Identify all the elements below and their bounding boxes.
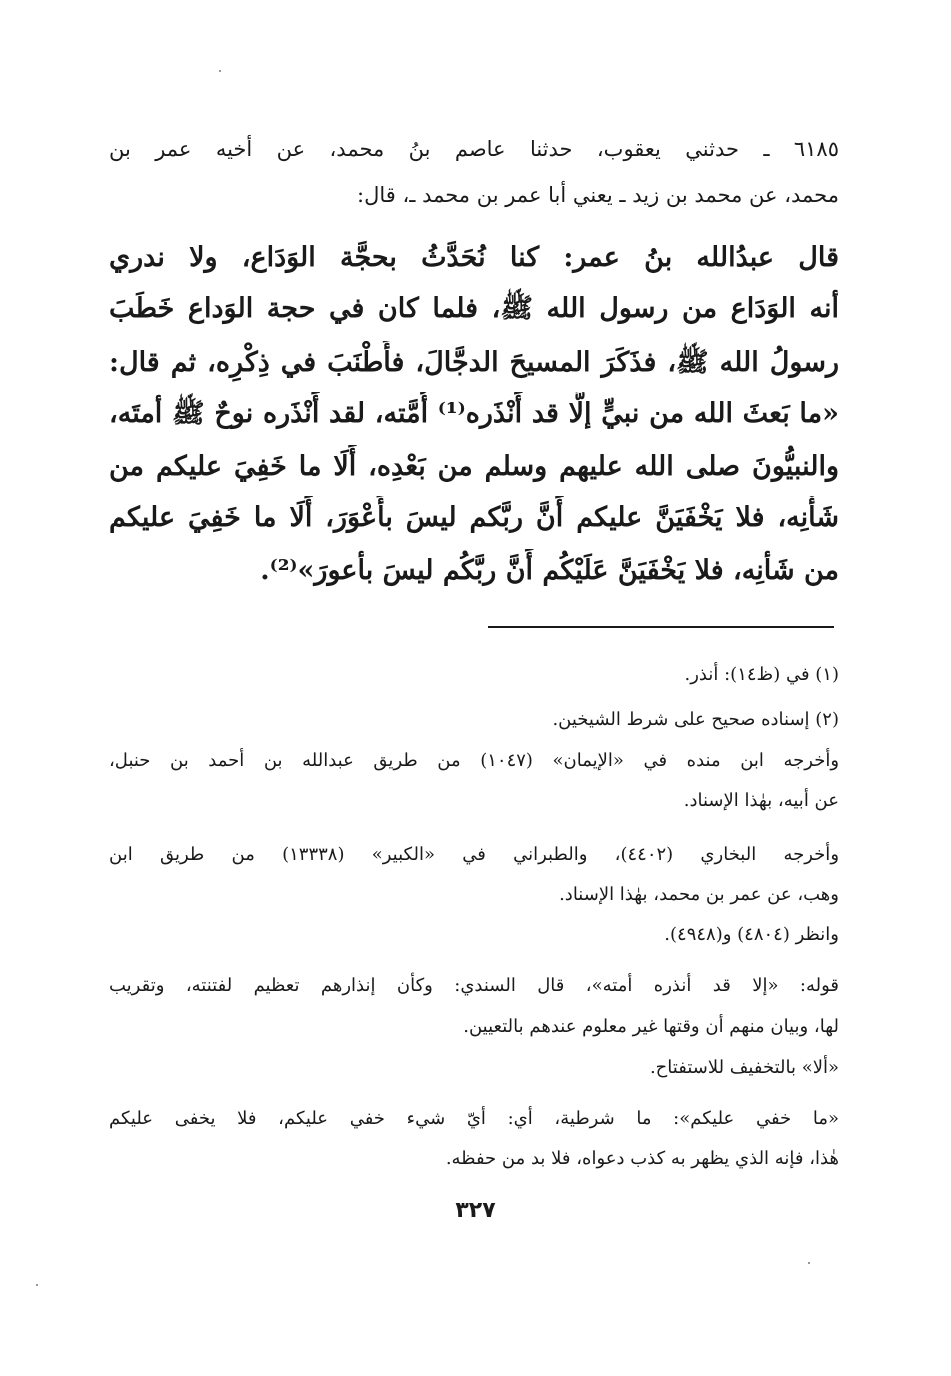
hadith-chain-line-1: ٦١٨٥ ـ حدثني يعقوب، حدثنا عاصم بنُ محمد، عن أخيه عمر بن — [109, 137, 839, 161]
footnote-2-commentary-line-2: لها، وبيان منهم أن وقتها غير معلوم عندهم بالتعيين. — [463, 1016, 839, 1037]
page-number: ٣٢٧ — [455, 1198, 496, 1223]
hadith-chain-line-2: محمد، عن محمد بن زيد ـ يعني أبا عمر بن محمد ـ، قال: — [357, 183, 839, 207]
footnote-1: (١) في (ظ١٤): أنذر. — [684, 664, 839, 685]
footnote-2-commentary-line-1: قوله: «إلا قد أنذره أمته»، قال السندي: وكأن إنذارهم تعظيم لفتنته، وتقريب — [109, 975, 839, 996]
footnote-2-takhrij-line-3: وأخرجه البخاري (٤٤٠٢)، والطبراني في «الكبير» (١٣٣٣٨) من طريق ابن — [109, 844, 839, 865]
hadith-text-line-2: أنه الوَدَاع من رسول الله ﷺ، فلما كان في حجة الوَداع خَطَبَ — [109, 293, 839, 324]
scan-speck — [808, 1262, 810, 1264]
footnote-2: (٢) إسناده صحيح على شرط الشيخين. — [552, 709, 839, 730]
footnote-2-takhrij-line-2: عن أبيه، بهٰذا الإسناد. — [683, 790, 839, 811]
footnote-2-commentary-line-5: هٰذا، فإنه الذي يظهر به كذب دعواه، فلا بد من حفظه. — [445, 1148, 839, 1169]
footnote-2-takhrij-line-4: وهب، عن عمر بن محمد، بهٰذا الإسناد. — [559, 884, 839, 905]
hadith-text-line-1: قال عبدُالله بنُ عمر: كنا نُحَدَّثُ بحجَّة الوَدَاع، ولا ندري — [109, 242, 839, 273]
footnote-separator — [488, 626, 834, 628]
hadith-text-line-7: من شَأنِه، فلا يَخْفَيَنَّ عَلَيْكُم أَنَّ ربَّكُم ليسَ بأعورَ»⁽²⁾. — [260, 555, 839, 586]
scan-speck — [36, 1284, 38, 1286]
hadith-text-line-4: «ما بَعثَ الله من نبيٍّ إلَّا قد أَنْذَره⁽¹⁾ أُمَّته، لقد أَنْذَره نوحٌ ﷺ أمتَه، — [109, 398, 839, 429]
scan-speck — [219, 70, 221, 72]
hadith-text-line-3: رسولُ الله ﷺ، فذَكَرَ المسيحَ الدجَّالَ، فأَطْنَبَ في ذِكْرِه، ثم قال: — [109, 347, 839, 378]
footnote-2-takhrij-line-1: وأخرجه ابن منده في «الإيمان» (١٠٤٧) من طريق عبدالله بن أحمد بن حنبل، — [109, 750, 839, 771]
hadith-text-line-6: شَأْنِه، فلا يَخْفَيَنَّ عليكم أَنَّ ربَّكم ليسَ بأَعْوَرَ، أَلَا ما خَفِيَ عليكم — [109, 502, 839, 533]
footnote-2-commentary-line-3: «ألا» بالتخفيف للاستفتاح. — [649, 1057, 839, 1078]
footnote-2-see-also: وانظر (٤٨٠٤) و(٤٩٤٨). — [664, 924, 839, 945]
footnote-2-commentary-line-4: «ما خفي عليكم»: ما شرطية، أي: أيّ شيء خفي عليكم، فلا يخفى عليكم — [109, 1108, 839, 1129]
hadith-text-line-5: والنبيُّونَ صلى الله عليهم وسلم من بَعْدِه، أَلَا ما خَفِيَ عليكم من — [109, 451, 839, 482]
